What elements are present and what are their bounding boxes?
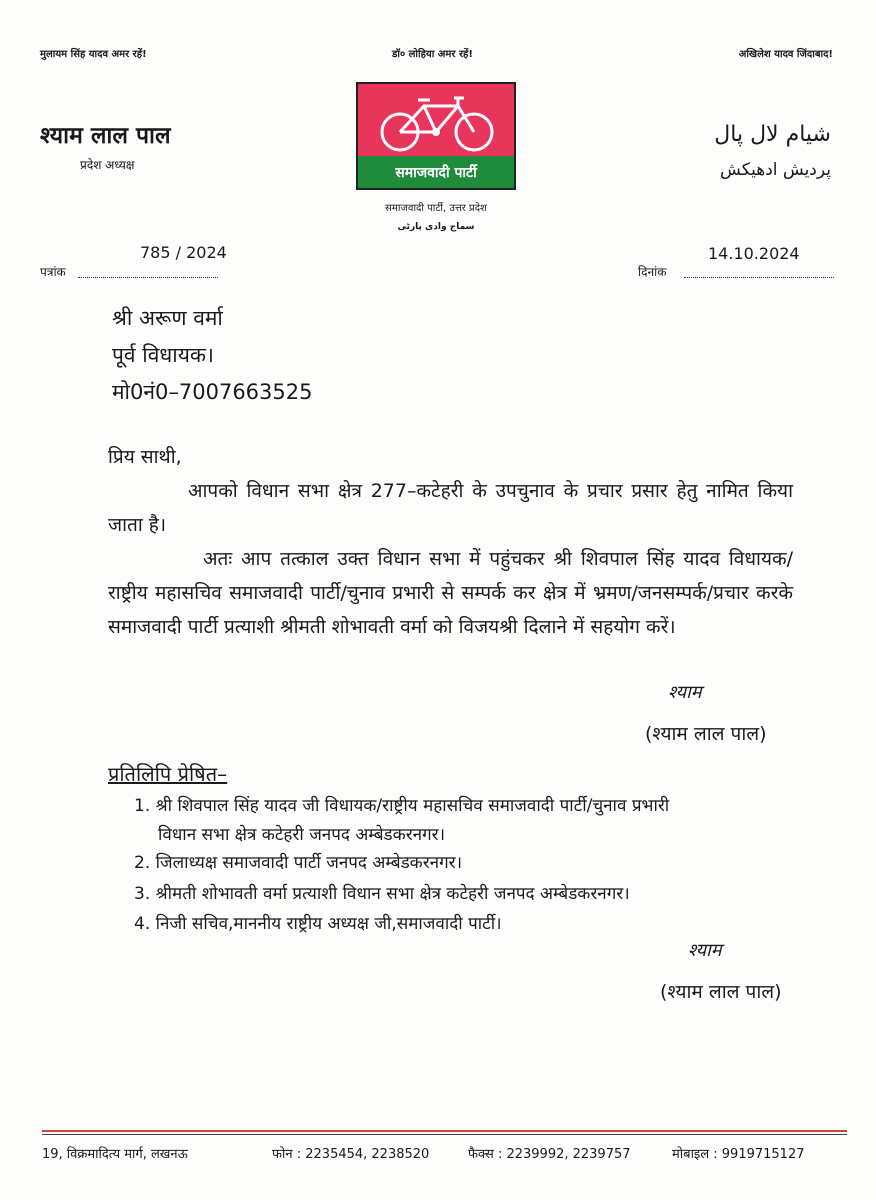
footer-rule-thin [42,1134,847,1135]
bicycle-icon [376,90,498,156]
ref-dotted-line [78,276,218,278]
signatory-name-2: (श्याम लाल पाल) [660,981,782,1003]
body-paragraph-1: आपको विधान सभा क्षेत्र 277–कटेहरी के उपचुनाव के प्रचार प्रसार हेतु नामित किया जाता है। [108,480,793,536]
footer-address: 19, विक्रमादित्य मार्ग, लखनऊ [42,1147,188,1162]
ref-label: पत्रांक [40,265,66,279]
ref-number: 785 / 2024 [140,243,227,262]
copy-title: प्रतिलिपि प्रेषित– [108,762,228,786]
copy-item-1-cont: विधान सभा क्षेत्र कटेहरी जनपद अम्बेडकरनगर। [158,825,446,845]
recipient-title: पूर्व विधायक। [112,343,215,367]
salutation: प्रिय साथी, [108,446,182,468]
signatory-name-1: (श्याम लाल पाल) [645,723,767,745]
footer-rule [42,1130,847,1132]
party-logo [356,82,516,190]
slogan-left: मुलायम सिंह यादव अमर रहें! [40,49,147,60]
date-dotted-line [684,276,834,278]
footer-phone: फोन : 2235454, 2238520 [272,1147,430,1162]
slogan-center: डॉ० लोहिया अमर रहें! [392,49,473,60]
party-name-urdu: سماج وادی پارٹی [397,222,475,232]
body-paragraph-2: अतः आप तत्काल उक्त विधान सभा में पहुंचकर श्री शिवपाल सिंह यादव विधायक/राष्ट्रीय महासचिव समाजवादी पार्टी/चुनाव प्रभारी से सम्पर्क कर क्षेत्र में भ्रमण/जनसम्पर्क/प्रचार करके समाजवादी पार्टी प्रत्याशी श्रीमती शोभावती वर्मा को विजयश्री दिलाने में सहयोग करें। [108,548,793,638]
copy-item-4: 4. निजी सचिव,माननीय राष्ट्रीय अध्यक्ष जी,समाजवादी पार्टी। [134,914,502,934]
sender-name-urdu: شیام لال پال [714,122,831,147]
logo-label: समाजवादी पार्टी [358,156,514,188]
copy-item-1: 1. श्री शिवपाल सिंह यादव जी विधायक/राष्ट्रीय महासचिव समाजवादी पार्टी/चुनाव प्रभारी [134,796,670,816]
signature-scribble-2: श्याम [688,940,722,961]
slogan-right: अखिलेश यादव जिंदाबाद! [738,49,833,60]
footer-mobile: मोबाइल : 9919715127 [672,1147,805,1162]
sender-designation-urdu: پردیش ادھیکش [720,160,831,180]
copy-item-2: 2. जिलाध्यक्ष समाजवादी पार्टी जनपद अम्बेडकरनगर। [134,853,463,873]
party-state: समाजवादी पार्टी, उत्तर प्रदेश [385,203,487,214]
recipient-mobile: मो0नं0–7007663525 [112,380,313,404]
sender-name-hindi: श्याम लाल पाल [40,123,171,149]
date-label: दिनांक [638,265,667,279]
copy-item-3: 3. श्रीमती शोभावती वर्मा प्रत्याशी विधान सभा क्षेत्र कटेहरी जनपद अम्बेडकरनगर। [134,884,630,904]
footer-fax: फैक्स : 2239992, 2239757 [468,1147,631,1162]
signature-scribble-1: श्याम [668,682,702,703]
date-value: 14.10.2024 [708,244,800,263]
recipient-name: श्री अरूण वर्मा [112,306,223,330]
sender-designation-hindi: प्रदेश अध्यक्ष [80,158,135,172]
